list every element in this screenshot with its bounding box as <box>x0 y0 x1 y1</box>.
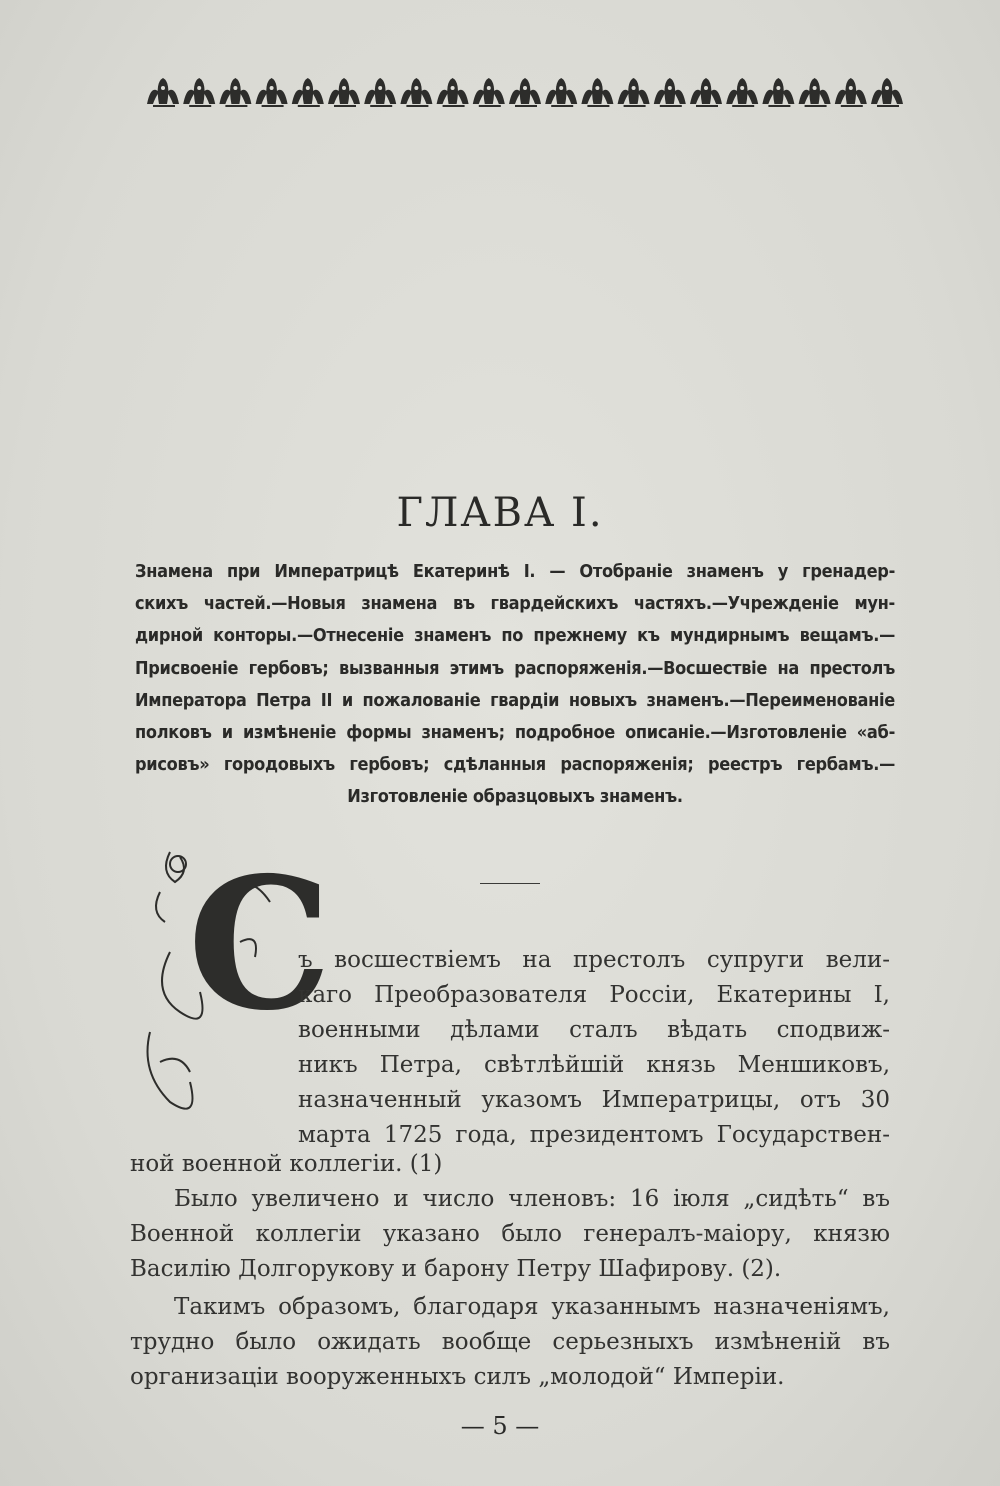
ornament-motif <box>400 78 432 106</box>
ornament-motif <box>328 78 360 106</box>
text-line: трудно было ожидать вообще серьезныхъ измѣненій въ <box>130 1329 890 1355</box>
ornament-motif <box>799 78 831 106</box>
ornament-motif <box>147 78 179 106</box>
ornament-motif <box>473 78 505 106</box>
text-line: Военной коллегіи указано было генералъ-маіору, князю <box>130 1221 890 1247</box>
page-number: — 5 — <box>460 1412 540 1440</box>
summary-line: Присвоеніе гербовъ; вызванныя этимъ распоряженія.—Восшествіе на престолъ <box>135 657 895 679</box>
ornament-motif <box>835 78 867 106</box>
decorated-initial-letter <box>130 832 332 1130</box>
paragraph-1 <box>298 943 890 1153</box>
text-line: организаціи вооруженныхъ силъ „молодой“ Имперіи. <box>130 1364 785 1390</box>
text-line: каго Преобразователя Россіи, Екатерины I, <box>298 982 890 1008</box>
ornament-motif <box>437 78 469 106</box>
divider-rule <box>480 883 540 884</box>
paragraph-1-end <box>130 1147 890 1182</box>
text-line: никъ Петра, свѣтлѣйшій князь Меншиковъ, <box>298 1052 890 1078</box>
ornament-motif <box>726 78 758 106</box>
ornament-motif <box>509 78 541 106</box>
ornament-motif <box>256 78 288 106</box>
text-line: Такимъ образомъ, благодаря указаннымъ назначеніямъ, <box>174 1294 890 1320</box>
text-line: назначенный указомъ Императрицы, отъ 30 <box>298 1087 890 1113</box>
summary-line: дирной конторы.—Отнесеніе знаменъ по прежнему къ мундирнымъ вещамъ.— <box>135 625 895 647</box>
ornament-motif <box>219 78 251 106</box>
text-line: Было увеличено и число членовъ: 16 іюля „сидѣть“ въ <box>174 1186 890 1212</box>
ornament-motif <box>871 78 903 106</box>
text-line: ной военной коллегіи. (1) <box>130 1151 443 1177</box>
ornament-motif <box>762 78 794 106</box>
summary-line: Изготовленіе образцовыхъ знаменъ. <box>347 786 683 808</box>
ornament-motif <box>690 78 722 106</box>
text-line: Василію Долгорукову и барону Петру Шафирову. (2). <box>130 1256 782 1282</box>
summary-line: Императора Петра II и пожалованіе гвардіи новыхъ знаменъ.—Переименованіе <box>135 689 895 711</box>
ornament-motif <box>292 78 324 106</box>
text-line: марта 1725 года, президентомъ Государствен- <box>298 1122 890 1148</box>
summary-line: Знамена при Императрицѣ Екатеринѣ I. — Отобраніе знаменъ у гренадер- <box>135 561 895 582</box>
ornament-motif <box>654 78 686 106</box>
ornament-motif <box>183 78 215 106</box>
summary-line: полковъ и измѣненіе формы знаменъ; подробное описаніе.—Изготовленіе «аб- <box>135 722 895 744</box>
ornament-motif <box>545 78 577 106</box>
summary-line: скихъ частей.—Новыя знамена въ гвардейскихъ частяхъ.—Учрежденіе мун- <box>135 593 895 615</box>
chapter-title: ГЛАВА I. <box>396 490 604 536</box>
initial-letter-text: С <box>188 839 332 1050</box>
ornament-border <box>145 74 907 110</box>
ornament-motif <box>364 78 396 106</box>
chapter-summary <box>135 556 895 814</box>
paragraph-2 <box>130 1182 890 1287</box>
ornament-motif <box>581 78 613 106</box>
text-line: ъ восшествіемъ на престолъ супруги вели- <box>298 947 890 973</box>
text-line: военными дѣлами сталъ вѣдать сподвиж- <box>298 1017 890 1043</box>
ornament-motif <box>618 78 650 106</box>
paragraph-3 <box>130 1290 890 1395</box>
summary-line: рисовъ» городовыхъ гербовъ; сдѣланныя распоряженія; реестръ гербамъ.— <box>135 754 895 776</box>
